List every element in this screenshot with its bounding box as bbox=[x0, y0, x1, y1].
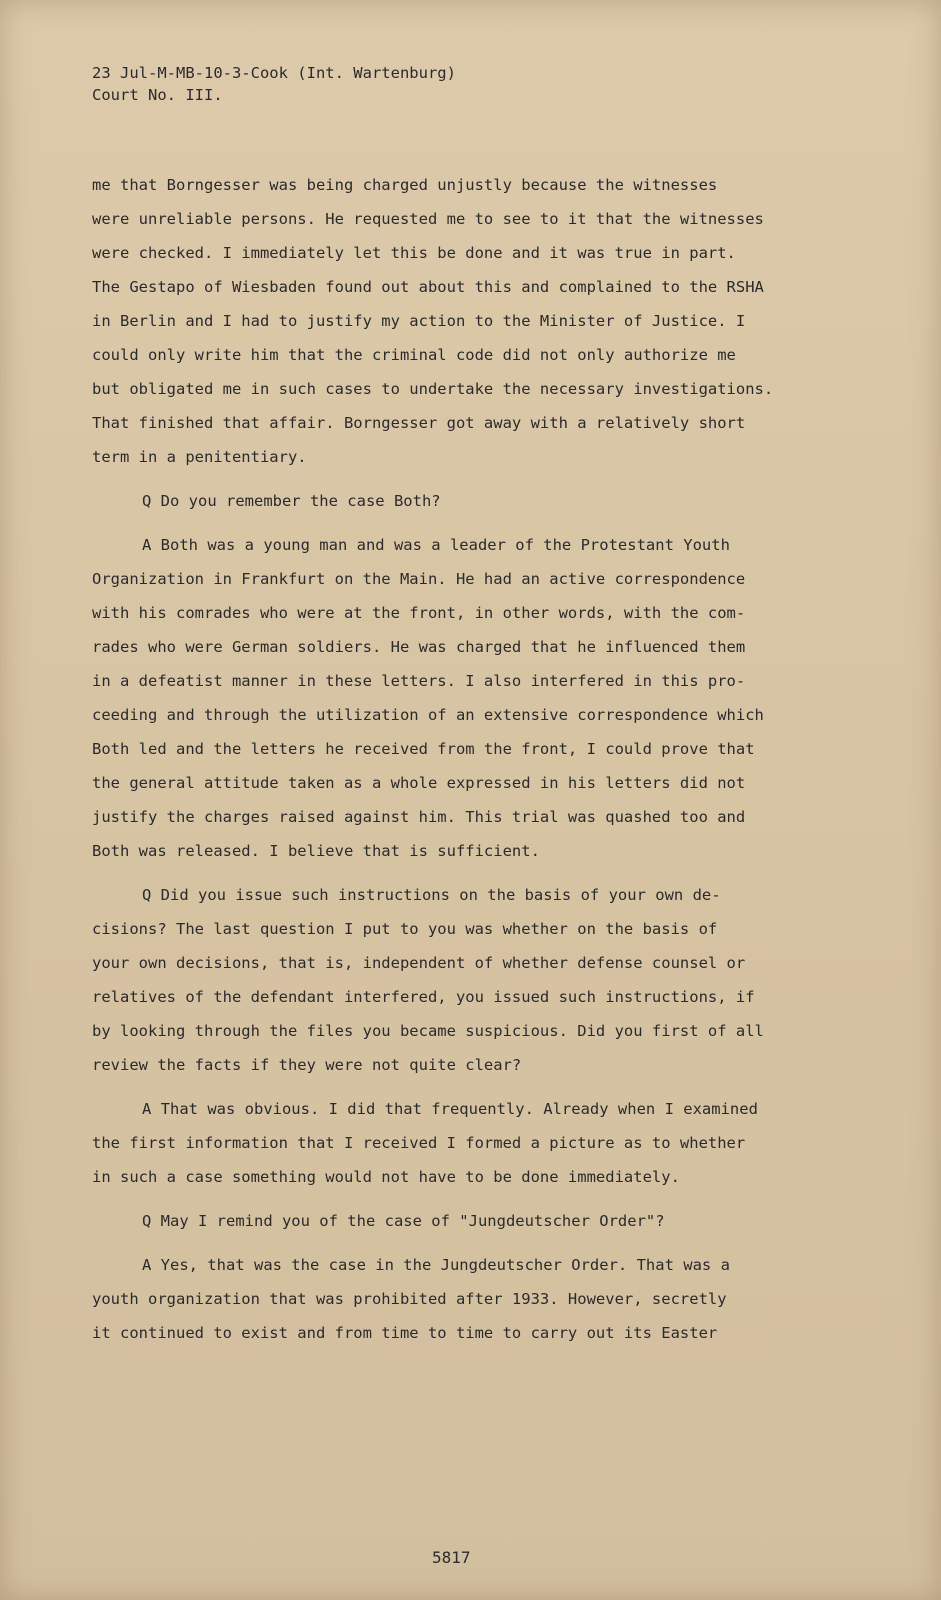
text-line: Organization in Frankfurt on the Main. He had an active correspondence bbox=[92, 570, 746, 588]
text-line: rades who were German soldiers. He was charged that he influenced them bbox=[92, 638, 746, 656]
text-line: Q May I remind you of the case of "Jungdeutscher Order"? bbox=[142, 1212, 665, 1230]
text-line: were checked. I immediately let this be done and it was true in part. bbox=[92, 244, 736, 262]
paragraph-borngesser bbox=[92, 168, 852, 474]
text-line: in a defeatist manner in these letters. I also interfered in this pro- bbox=[92, 672, 746, 690]
text-line: justify the charges raised against him. This trial was quashed too and bbox=[92, 808, 746, 826]
text-line: review the facts if they were not quite clear? bbox=[92, 1056, 522, 1074]
text-line: the general attitude taken as a whole expressed in his letters did not bbox=[92, 774, 746, 792]
answer-instructions bbox=[92, 1092, 852, 1194]
transcript-body bbox=[92, 168, 852, 1350]
question-jungdeutscher-order bbox=[92, 1204, 852, 1238]
text-line: A Both was a young man and was a leader of the Protestant Youth bbox=[142, 536, 730, 554]
text-line: cisions? The last question I put to you was whether on the basis of bbox=[92, 920, 718, 938]
question-instructions bbox=[92, 878, 852, 1082]
text-line: in such a case something would not have to be done immediately. bbox=[92, 1168, 680, 1186]
text-line: relatives of the defendant interfered, you issued such instructions, if bbox=[92, 988, 755, 1006]
page-number: 5817 bbox=[432, 1548, 471, 1567]
case-reference: 23 Jul-M-MB-10-3-Cook (Int. Wartenburg) bbox=[92, 64, 456, 82]
text-line: The Gestapo of Wiesbaden found out about this and complained to the RSHA bbox=[92, 278, 764, 296]
text-line: me that Borngesser was being charged unjustly because the witnesses bbox=[92, 176, 718, 194]
answer-jungdeutscher-order bbox=[92, 1248, 852, 1350]
text-line: were unreliable persons. He requested me to see to it that the witnesses bbox=[92, 210, 764, 228]
text-line: it continued to exist and from time to time to carry out its Easter bbox=[92, 1324, 718, 1342]
document-header bbox=[92, 62, 456, 106]
text-line: youth organization that was prohibited after 1933. However, secretly bbox=[92, 1290, 727, 1308]
text-line: ceeding and through the utilization of an extensive correspondence which bbox=[92, 706, 764, 724]
text-line: Q Do you remember the case Both? bbox=[142, 492, 441, 510]
text-line: your own decisions, that is, independent of whether defense counsel or bbox=[92, 954, 746, 972]
question-both-case bbox=[92, 484, 852, 518]
text-line: in Berlin and I had to justify my action to the Minister of Justice. I bbox=[92, 312, 746, 330]
text-line: but obligated me in such cases to undertake the necessary investigations. bbox=[92, 380, 774, 398]
answer-both-case bbox=[92, 528, 852, 868]
text-line: with his comrades who were at the front, in other words, with the com- bbox=[92, 604, 746, 622]
text-line: term in a penitentiary. bbox=[92, 448, 307, 466]
text-line: could only write him that the criminal code did not only authorize me bbox=[92, 346, 736, 364]
text-line: Both led and the letters he received from the front, I could prove that bbox=[92, 740, 755, 758]
court-number: Court No. III. bbox=[92, 86, 223, 104]
text-line: by looking through the files you became suspicious. Did you first of all bbox=[92, 1022, 764, 1040]
text-line: A That was obvious. I did that frequently. Already when I examined bbox=[142, 1100, 758, 1118]
text-line: That finished that affair. Borngesser got away with a relatively short bbox=[92, 414, 746, 432]
text-line: the first information that I received I formed a picture as to whether bbox=[92, 1134, 746, 1152]
text-line: A Yes, that was the case in the Jungdeutscher Order. That was a bbox=[142, 1256, 730, 1274]
text-line: Both was released. I believe that is sufficient. bbox=[92, 842, 540, 860]
text-line: Q Did you issue such instructions on the basis of your own de- bbox=[142, 886, 721, 904]
